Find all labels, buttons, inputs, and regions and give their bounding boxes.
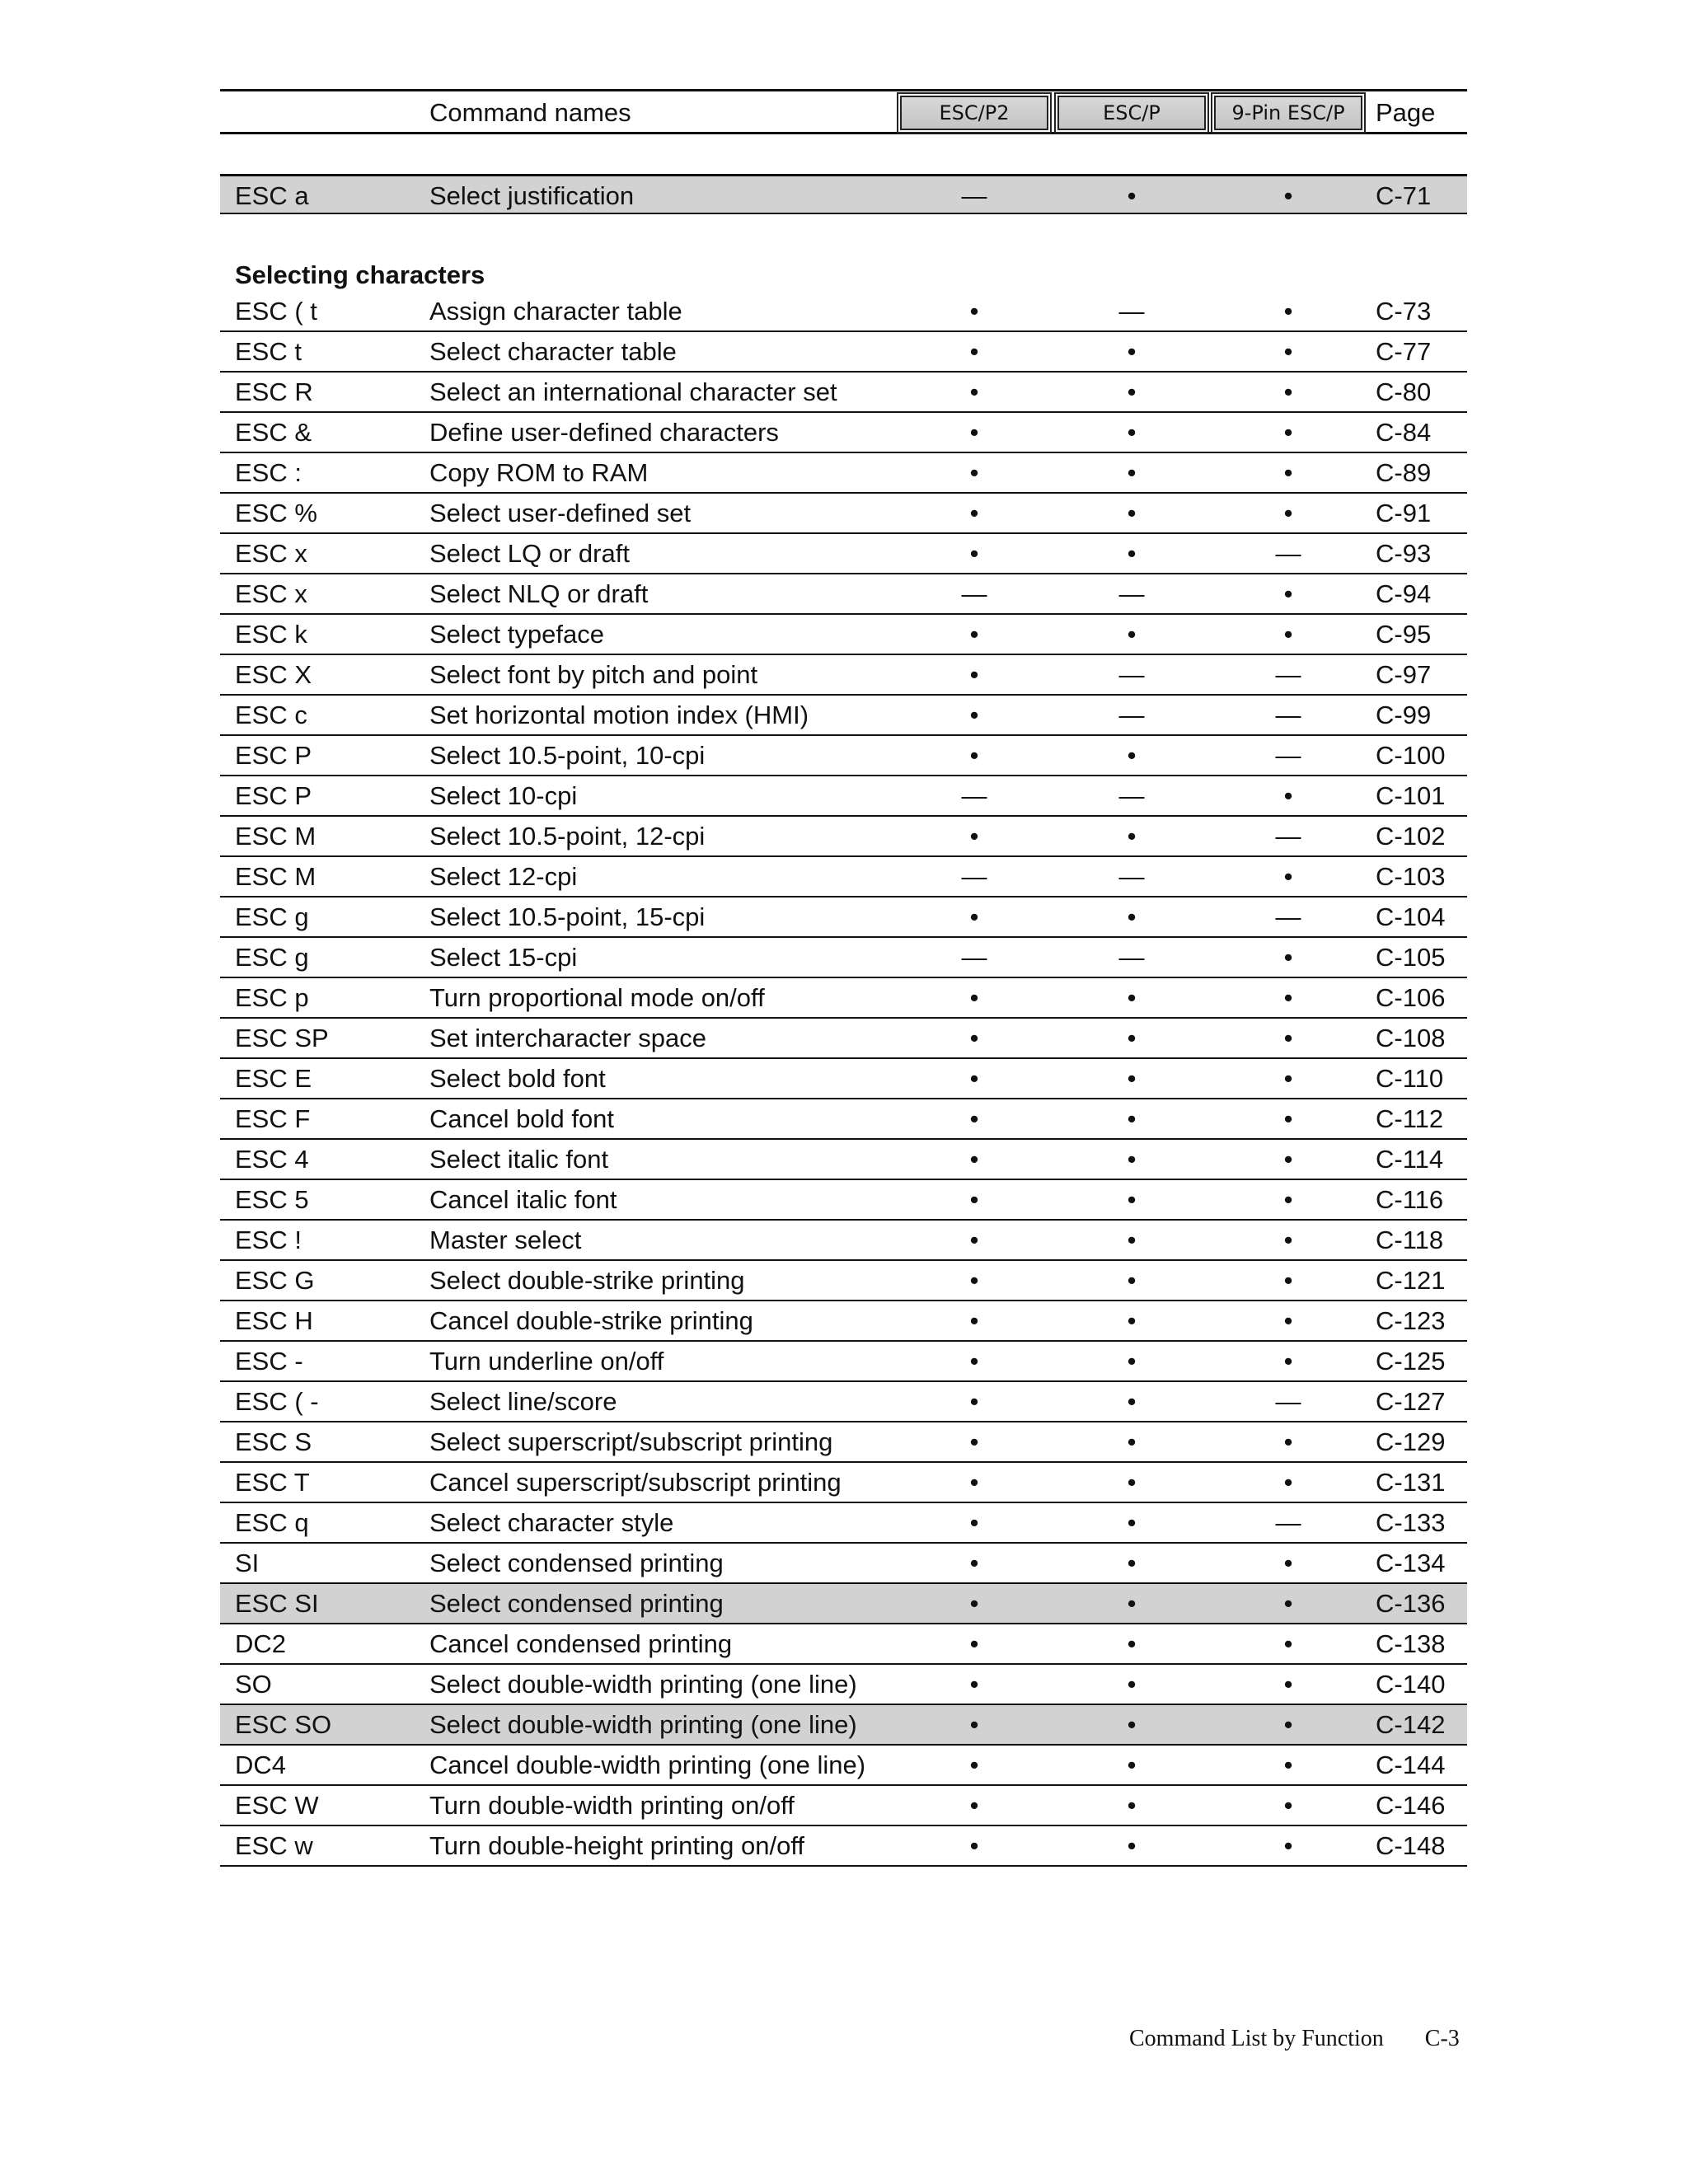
command-code: ESC ! (235, 1226, 302, 1254)
support-mark-9pin: • (1283, 620, 1293, 649)
support-mark-9pin: • (1283, 943, 1293, 972)
support-mark-escp2: • (969, 1145, 979, 1174)
page-reference: C-129 (1376, 1427, 1446, 1456)
command-code: ESC R (235, 377, 313, 406)
command-description: Define user-defined characters (429, 418, 779, 447)
support-mark-escp: • (1127, 1104, 1137, 1133)
support-mark-9pin: • (1283, 1226, 1293, 1254)
page-header: Page (1376, 98, 1436, 127)
support-mark-escp2: • (969, 337, 979, 366)
page-reference: C-77 (1376, 337, 1432, 366)
support-mark-9pin: • (1283, 1629, 1293, 1658)
support-mark-9pin: • (1283, 499, 1293, 527)
support-mark-9pin: • (1283, 1791, 1293, 1820)
support-mark-9pin: • (1283, 1266, 1293, 1295)
support-mark-escp2: • (969, 1710, 979, 1739)
table-row (220, 1261, 1467, 1301)
command-code: ESC 5 (235, 1185, 309, 1214)
table-row (220, 615, 1467, 655)
command-description: Turn double-height printing on/off (429, 1831, 804, 1860)
support-mark-escp2: • (969, 1226, 979, 1254)
table-row (220, 1422, 1467, 1463)
command-description: Select an international character set (429, 377, 837, 406)
command-description: Assign character table (429, 297, 682, 326)
command-code: ESC P (235, 741, 312, 770)
command-description: Copy ROM to RAM (429, 458, 649, 487)
support-mark-9pin: — (1275, 822, 1301, 851)
command-code: ESC T (235, 1468, 310, 1497)
support-mark-escp: — (1118, 943, 1145, 972)
page-reference: C-89 (1376, 458, 1432, 487)
support-mark-escp2: • (969, 741, 979, 770)
command-code: ESC ( t (235, 297, 317, 326)
command-description: Select NLQ or draft (429, 579, 649, 608)
command-code: ESC 4 (235, 1145, 309, 1174)
command-names-header: Command names (429, 98, 631, 127)
support-mark-9pin: • (1283, 1024, 1293, 1052)
table-row (220, 1786, 1467, 1826)
support-mark-9pin: • (1283, 297, 1293, 326)
command-code: DC4 (235, 1750, 287, 1779)
support-mark-9pin: • (1283, 781, 1293, 810)
command-code: DC2 (235, 1629, 287, 1658)
table-row (220, 1019, 1467, 1059)
command-code: SI (235, 1549, 260, 1577)
support-mark-escp: • (1127, 822, 1137, 851)
command-code: ESC x (235, 579, 307, 608)
page-reference: C-125 (1376, 1347, 1446, 1376)
support-mark-escp: • (1127, 1024, 1137, 1052)
page-reference: C-140 (1376, 1670, 1446, 1699)
support-mark-escp: — (1118, 297, 1145, 326)
support-mark-9pin: • (1283, 337, 1293, 366)
command-description: Select 10.5-point, 10-cpi (429, 741, 706, 770)
page-reference: C-146 (1376, 1791, 1446, 1820)
support-mark-escp: • (1127, 1831, 1137, 1860)
command-code: ESC ( - (235, 1387, 319, 1416)
support-mark-escp: • (1127, 1185, 1137, 1214)
page-reference: C-116 (1376, 1185, 1444, 1214)
table-row (220, 736, 1467, 776)
page-reference: C-131 (1376, 1468, 1446, 1497)
command-description: Turn double-width printing on/off (429, 1791, 795, 1820)
command-code: ESC t (235, 337, 302, 366)
footer-page-number: C-3 (1424, 2026, 1460, 2051)
page-reference: C-105 (1376, 943, 1446, 972)
support-mark-escp: • (1127, 1064, 1137, 1093)
support-mark-escp: • (1127, 1387, 1137, 1416)
table-row (220, 1221, 1467, 1261)
support-mark-escp2: — (961, 579, 987, 608)
page-reference: C-73 (1376, 297, 1432, 326)
mode-tab-9pin-escp: 9-Pin ESC/P (1214, 96, 1362, 130)
command-code: ESC & (235, 418, 312, 447)
support-mark-9pin: • (1283, 1145, 1293, 1174)
support-mark-9pin: — (1275, 741, 1301, 770)
support-mark-escp: • (1127, 1508, 1137, 1537)
command-description: Select 10-cpi (429, 781, 578, 810)
command-description: Select line/score (429, 1387, 617, 1416)
table-row (220, 1463, 1467, 1503)
page-reference: C-136 (1376, 1589, 1446, 1618)
support-mark-escp: • (1127, 337, 1137, 366)
table-row (220, 978, 1467, 1019)
page-reference: C-110 (1376, 1064, 1444, 1093)
footer-chapter-title: Command List by Function (1129, 2026, 1384, 2051)
page-reference: C-71 (1376, 181, 1432, 210)
command-description: Select font by pitch and point (429, 660, 758, 689)
support-mark-escp: • (1127, 1266, 1137, 1295)
support-mark-escp2: — (961, 943, 987, 972)
support-mark-escp2: • (969, 983, 979, 1012)
page-reference: C-101 (1376, 781, 1446, 810)
support-mark-escp2: • (969, 297, 979, 326)
support-mark-escp2: • (969, 539, 979, 568)
support-mark-escp2: • (969, 1750, 979, 1779)
command-description: Cancel superscript/subscript printing (429, 1468, 842, 1497)
page-reference: C-144 (1376, 1750, 1446, 1779)
command-code: ESC X (235, 660, 312, 689)
command-code: ESC E (235, 1064, 312, 1093)
command-description: Set horizontal motion index (HMI) (429, 701, 809, 729)
support-mark-escp2: • (969, 1549, 979, 1577)
command-description: Select bold font (429, 1064, 606, 1093)
page-reference: C-99 (1376, 701, 1432, 729)
command-code: ESC c (235, 701, 307, 729)
command-description: Master select (429, 1226, 582, 1254)
table-header (220, 89, 1467, 134)
command-code: ESC S (235, 1427, 312, 1456)
command-description: Select 12-cpi (429, 862, 578, 891)
table-row (220, 413, 1467, 453)
command-code: ESC g (235, 902, 309, 931)
support-mark-escp2: • (969, 458, 979, 487)
support-mark-9pin: • (1283, 1831, 1293, 1860)
command-code: ESC W (235, 1791, 319, 1820)
command-description: Select LQ or draft (429, 539, 630, 568)
support-mark-9pin: • (1283, 377, 1293, 406)
support-mark-escp: • (1127, 418, 1137, 447)
support-mark-escp: • (1127, 1145, 1137, 1174)
command-description: Select 10.5-point, 12-cpi (429, 822, 706, 851)
command-code: ESC w (235, 1831, 313, 1860)
command-description: Select character style (429, 1508, 674, 1537)
table-row (220, 1099, 1467, 1140)
support-mark-9pin: — (1275, 902, 1301, 931)
support-mark-9pin: • (1283, 1710, 1293, 1739)
support-mark-9pin: • (1283, 458, 1293, 487)
page-reference: C-104 (1376, 902, 1446, 931)
command-description: Select character table (429, 337, 677, 366)
page-reference: C-102 (1376, 822, 1446, 851)
table-row (220, 174, 1467, 214)
table-row (220, 1624, 1467, 1665)
command-code: ESC : (235, 458, 302, 487)
command-description: Select italic font (429, 1145, 609, 1174)
support-mark-escp2: • (969, 1427, 979, 1456)
support-mark-escp: — (1118, 781, 1145, 810)
support-mark-escp2: • (969, 418, 979, 447)
support-mark-escp: • (1127, 1629, 1137, 1658)
support-mark-escp2: • (969, 1024, 979, 1052)
support-mark-9pin: • (1283, 1185, 1293, 1214)
support-mark-escp2: • (969, 822, 979, 851)
table-row (220, 1180, 1467, 1221)
section-title: Selecting characters (235, 260, 485, 289)
support-mark-escp2: • (969, 1185, 979, 1214)
page-reference: C-103 (1376, 862, 1446, 891)
support-mark-escp2: • (969, 1468, 979, 1497)
support-mark-9pin: • (1283, 1104, 1293, 1133)
command-table (220, 89, 1467, 1867)
support-mark-9pin: • (1283, 1468, 1293, 1497)
section-heading (220, 255, 1467, 292)
page-reference: C-121 (1376, 1266, 1446, 1295)
table-row (220, 1059, 1467, 1099)
support-mark-escp2: • (969, 1064, 979, 1093)
support-mark-escp2: • (969, 1508, 979, 1537)
table-row (220, 696, 1467, 736)
page-reference: C-80 (1376, 377, 1432, 406)
command-code: ESC q (235, 1508, 309, 1537)
support-mark-escp: • (1127, 983, 1137, 1012)
table-row (220, 1665, 1467, 1705)
command-description: Select 15-cpi (429, 943, 578, 972)
table-row (220, 1301, 1467, 1342)
support-mark-escp: • (1127, 1750, 1137, 1779)
support-mark-9pin: • (1283, 1670, 1293, 1699)
page-reference: C-134 (1376, 1549, 1446, 1577)
support-mark-escp: • (1127, 1226, 1137, 1254)
page-reference: C-142 (1376, 1710, 1446, 1739)
support-mark-escp2: • (969, 1306, 979, 1335)
table-row (220, 817, 1467, 857)
mode-tab-escp: ESC/P (1057, 96, 1206, 130)
command-code: ESC SO (235, 1710, 332, 1739)
support-mark-9pin: • (1283, 1549, 1293, 1577)
support-mark-escp: • (1127, 1468, 1137, 1497)
support-mark-escp: • (1127, 1670, 1137, 1699)
support-mark-9pin: — (1275, 1508, 1301, 1537)
command-code: ESC g (235, 943, 309, 972)
support-mark-9pin: — (1275, 1387, 1301, 1416)
support-mark-escp2: • (969, 377, 979, 406)
support-mark-escp2: • (969, 660, 979, 689)
command-description: Turn proportional mode on/off (429, 983, 765, 1012)
support-mark-escp2: • (969, 620, 979, 649)
command-description: Set intercharacter space (429, 1024, 707, 1052)
table-row (220, 857, 1467, 898)
table-row (220, 1584, 1467, 1624)
command-description: Cancel condensed printing (429, 1629, 733, 1658)
support-mark-9pin: • (1283, 181, 1293, 210)
table-row (220, 453, 1467, 494)
table-row (220, 938, 1467, 978)
support-mark-escp: • (1127, 181, 1137, 210)
table-row (220, 373, 1467, 413)
support-mark-9pin: • (1283, 579, 1293, 608)
support-mark-escp2: • (969, 1347, 979, 1376)
table-row (220, 332, 1467, 373)
command-description: Select 10.5-point, 15-cpi (429, 902, 706, 931)
page-footer (1129, 2026, 1460, 2052)
table-row (220, 1826, 1467, 1867)
command-code: ESC p (235, 983, 309, 1012)
page-reference: C-91 (1376, 499, 1432, 527)
support-mark-escp: • (1127, 1306, 1137, 1335)
support-mark-escp2: • (969, 1831, 979, 1860)
support-mark-escp2: • (969, 1387, 979, 1416)
support-mark-escp2: • (969, 1629, 979, 1658)
support-mark-escp: • (1127, 1427, 1137, 1456)
command-description: Select double-width printing (one line) (429, 1710, 857, 1739)
table-row (220, 1382, 1467, 1422)
command-code: ESC P (235, 781, 312, 810)
table-row (220, 898, 1467, 938)
support-mark-escp2: — (961, 181, 987, 210)
page-reference: C-114 (1376, 1145, 1444, 1174)
mode-tab-escp2: ESC/P2 (900, 96, 1048, 130)
page-reference: C-127 (1376, 1387, 1446, 1416)
command-code: ESC SP (235, 1024, 329, 1052)
support-mark-escp: — (1118, 660, 1145, 689)
support-mark-escp2: — (961, 781, 987, 810)
support-mark-9pin: • (1283, 1064, 1293, 1093)
support-mark-escp2: • (969, 1266, 979, 1295)
command-description: Select double-width printing (one line) (429, 1670, 857, 1699)
support-mark-escp2: • (969, 902, 979, 931)
support-mark-9pin: • (1283, 983, 1293, 1012)
command-description: Cancel bold font (429, 1104, 615, 1133)
command-code: ESC H (235, 1306, 313, 1335)
table-row (220, 1544, 1467, 1584)
command-code: ESC x (235, 539, 307, 568)
support-mark-9pin: • (1283, 1750, 1293, 1779)
page-reference: C-148 (1376, 1831, 1446, 1860)
command-description: Select superscript/subscript printing (429, 1427, 833, 1456)
command-description: Select justification (429, 181, 635, 210)
table-row (220, 534, 1467, 574)
table-row (220, 1140, 1467, 1180)
support-mark-escp2: • (969, 1104, 979, 1133)
command-description: Select user-defined set (429, 499, 692, 527)
support-mark-escp: • (1127, 741, 1137, 770)
command-code: ESC M (235, 862, 316, 891)
support-mark-escp2: • (969, 1791, 979, 1820)
support-mark-escp: • (1127, 539, 1137, 568)
table-row (220, 494, 1467, 534)
support-mark-escp: • (1127, 902, 1137, 931)
support-mark-escp2: • (969, 1589, 979, 1618)
section-rows (220, 292, 1467, 1867)
table-row (220, 1705, 1467, 1746)
support-mark-9pin: • (1283, 1347, 1293, 1376)
support-mark-escp: — (1118, 862, 1145, 891)
support-mark-9pin: — (1275, 660, 1301, 689)
support-mark-9pin: • (1283, 1427, 1293, 1456)
command-description: Turn underline on/off (429, 1347, 664, 1376)
support-mark-escp: • (1127, 1347, 1137, 1376)
page-reference: C-97 (1376, 660, 1432, 689)
table-row (220, 574, 1467, 615)
page-reference: C-93 (1376, 539, 1432, 568)
support-mark-escp: — (1118, 701, 1145, 729)
support-mark-escp2: • (969, 1670, 979, 1699)
command-code: ESC % (235, 499, 317, 527)
support-mark-escp: • (1127, 1589, 1137, 1618)
support-mark-escp: • (1127, 499, 1137, 527)
support-mark-escp: • (1127, 377, 1137, 406)
support-mark-escp: • (1127, 1710, 1137, 1739)
command-description: Select typeface (429, 620, 604, 649)
support-mark-escp2: • (969, 701, 979, 729)
support-mark-9pin: • (1283, 418, 1293, 447)
page-reference: C-138 (1376, 1629, 1446, 1658)
support-mark-escp: • (1127, 620, 1137, 649)
page-reference: C-112 (1376, 1104, 1444, 1133)
command-description: Cancel italic font (429, 1185, 617, 1214)
page-reference: C-123 (1376, 1306, 1446, 1335)
page-reference: C-94 (1376, 579, 1432, 608)
support-mark-9pin: — (1275, 539, 1301, 568)
command-description: Select condensed printing (429, 1549, 724, 1577)
command-description: Select condensed printing (429, 1589, 724, 1618)
command-code: ESC SI (235, 1589, 319, 1618)
table-row (220, 1342, 1467, 1382)
support-mark-escp: • (1127, 1549, 1137, 1577)
page-reference: C-106 (1376, 983, 1446, 1012)
support-mark-escp: • (1127, 1791, 1137, 1820)
command-code: ESC - (235, 1347, 303, 1376)
page-reference: C-100 (1376, 741, 1446, 770)
command-code: SO (235, 1670, 272, 1699)
table-row (220, 1746, 1467, 1786)
table-row (220, 1503, 1467, 1544)
command-description: Select double-strike printing (429, 1266, 745, 1295)
support-mark-escp2: • (969, 499, 979, 527)
support-mark-9pin: • (1283, 1589, 1293, 1618)
table-row (220, 776, 1467, 817)
page-reference: C-108 (1376, 1024, 1446, 1052)
table-row (220, 292, 1467, 332)
page-reference: C-118 (1376, 1226, 1444, 1254)
command-code: ESC F (235, 1104, 311, 1133)
support-mark-escp: • (1127, 458, 1137, 487)
command-description: Cancel double-width printing (one line) (429, 1750, 866, 1779)
table-row (220, 655, 1467, 696)
command-code: ESC a (235, 181, 309, 210)
support-mark-9pin: • (1283, 1306, 1293, 1335)
command-code: ESC k (235, 620, 307, 649)
support-mark-9pin: — (1275, 701, 1301, 729)
command-description: Cancel double-strike printing (429, 1306, 753, 1335)
command-code: ESC M (235, 822, 316, 851)
command-code: ESC G (235, 1266, 315, 1295)
page-reference: C-95 (1376, 620, 1432, 649)
page-reference: C-133 (1376, 1508, 1446, 1537)
support-mark-escp: — (1118, 579, 1145, 608)
page-reference: C-84 (1376, 418, 1432, 447)
support-mark-escp2: — (961, 862, 987, 891)
support-mark-9pin: • (1283, 862, 1293, 891)
